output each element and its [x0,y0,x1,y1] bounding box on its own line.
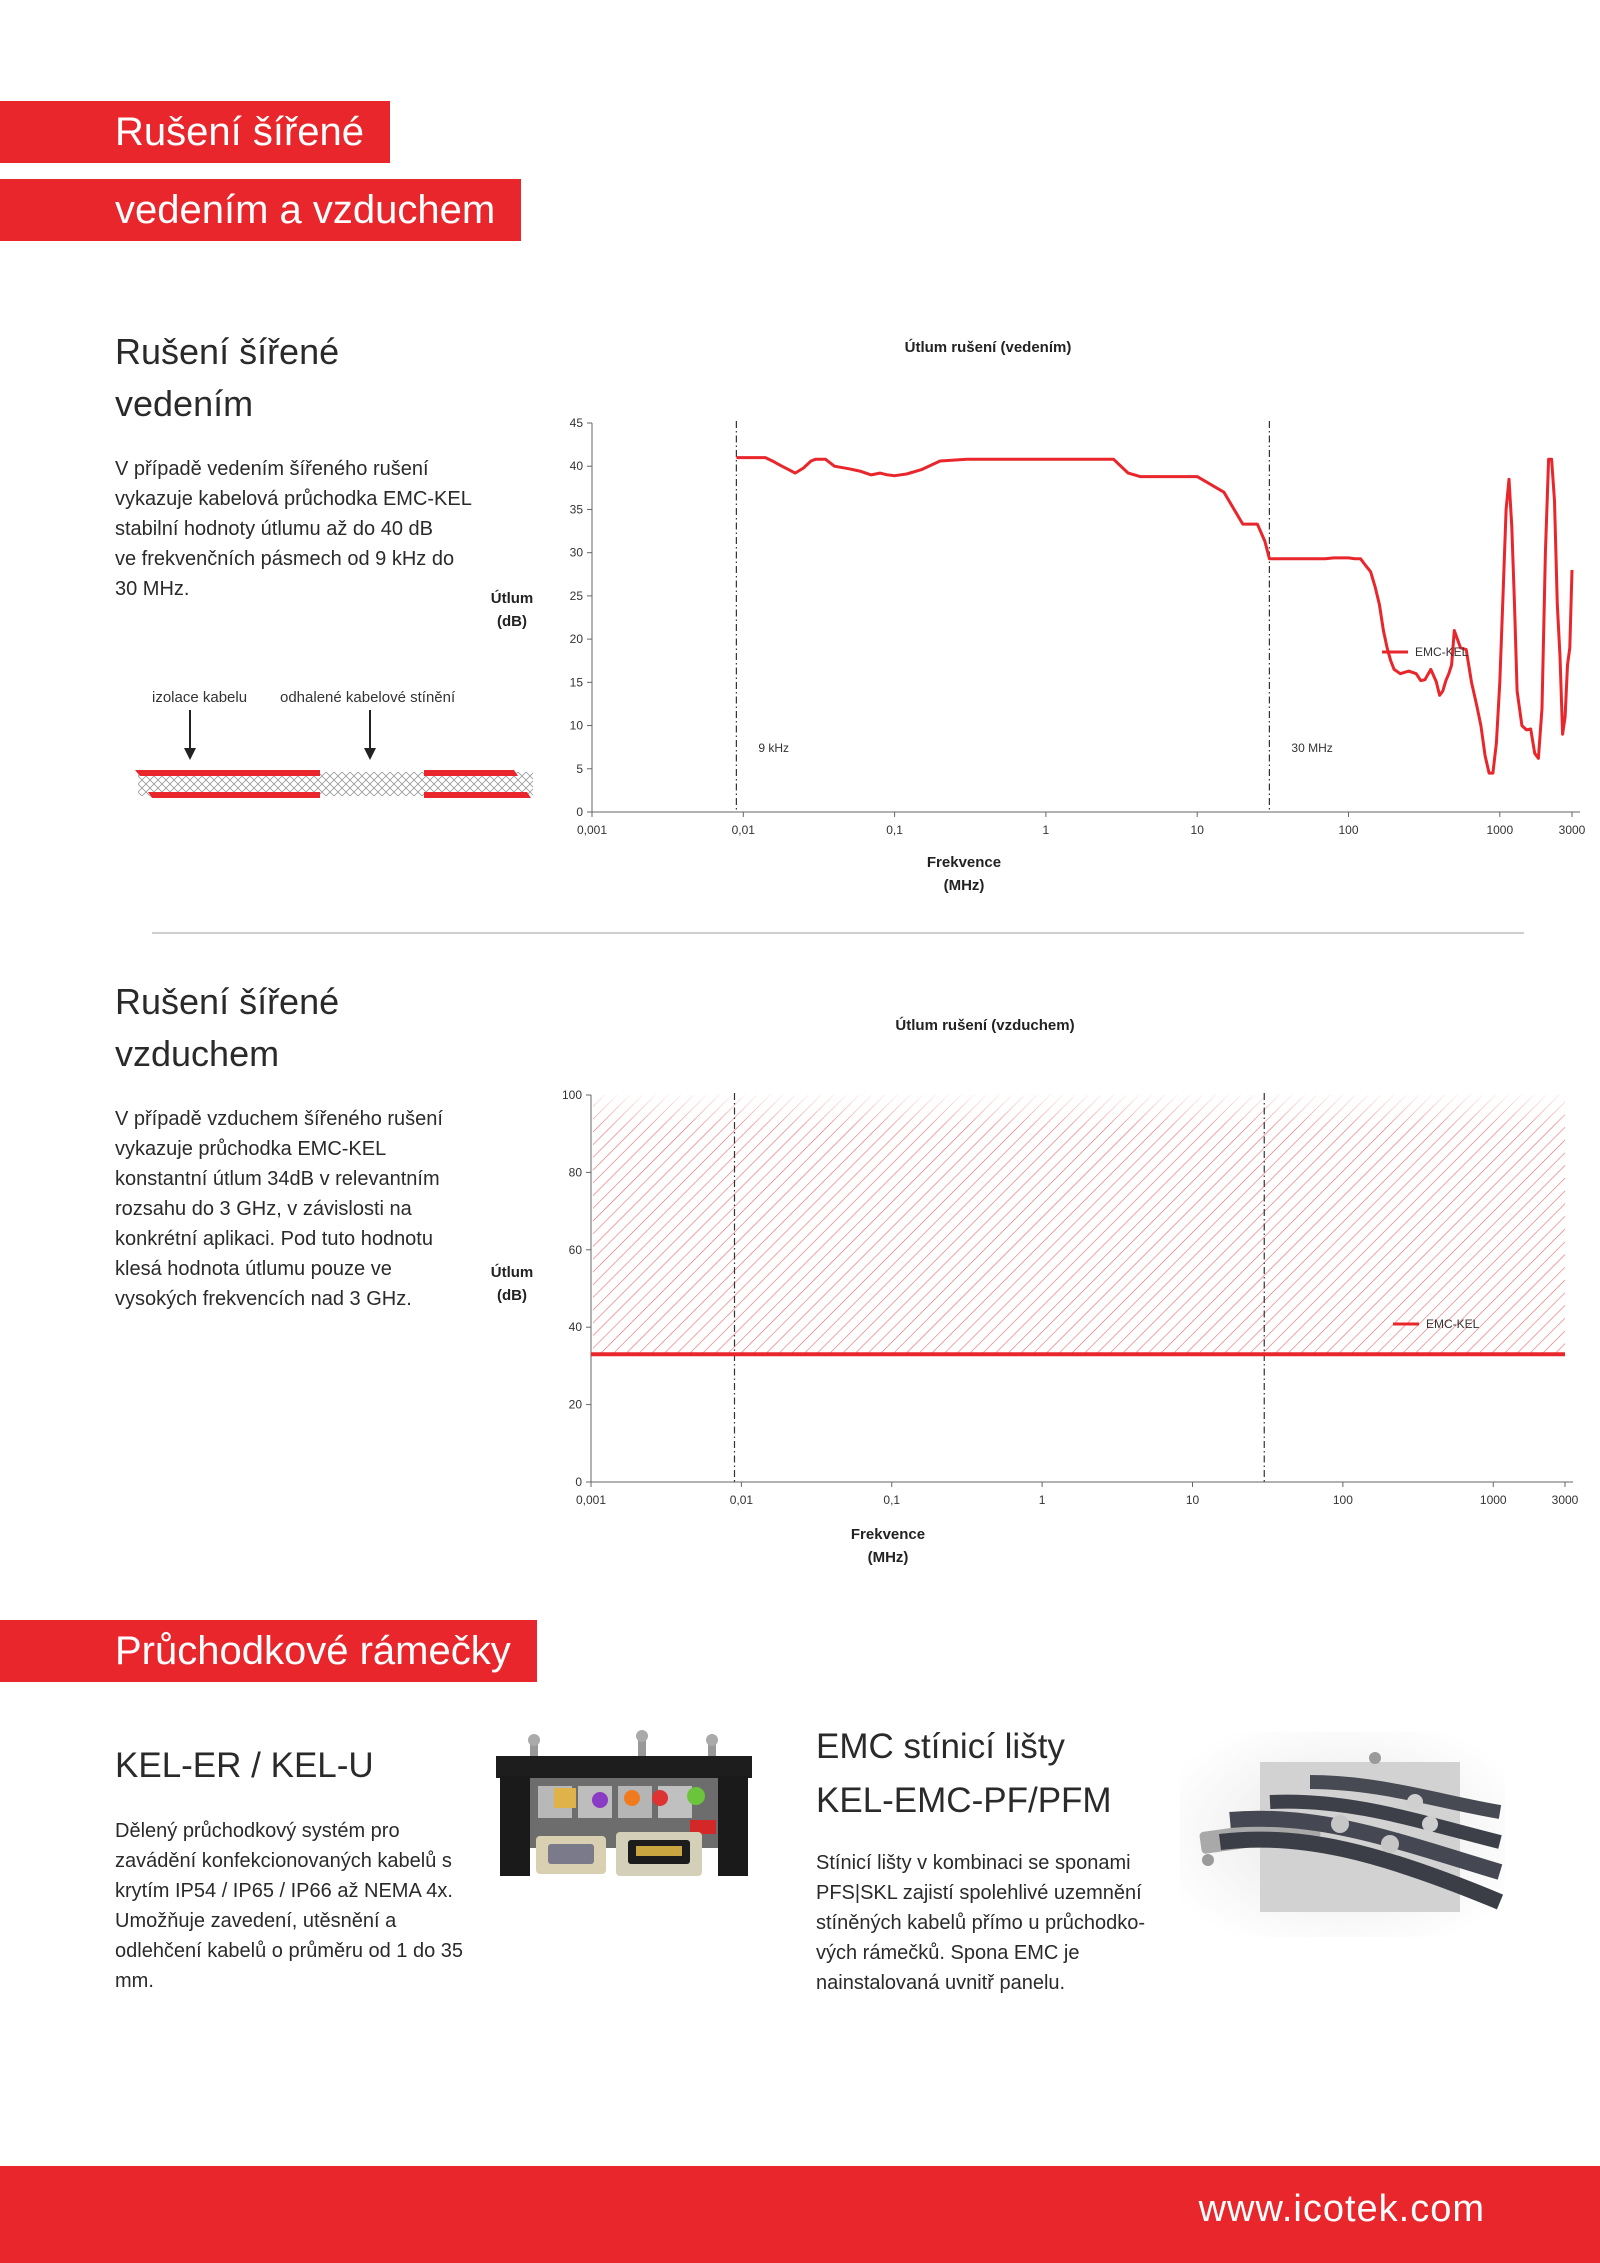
y-tick-label: 80 [568,1165,582,1180]
text-line: krytím IP54 / IP65 / IP66 až NEMA 4x. [115,1880,453,1902]
text-line: konkrétní aplikaci. Pod tuto hodnotu [115,1228,433,1250]
frequency-marker-label: 9 kHz [758,741,790,755]
x-tick-label: 0,1 [883,1493,901,1507]
x-tick-label: 1 [1038,1493,1046,1507]
y-tick-label: 40 [568,1320,582,1335]
text-line: nainstalovaná uvnitř panelu. [816,1972,1066,1994]
x-axis-label-line1: Frekvence [926,854,1002,871]
x-tick-label: 0,001 [576,823,608,837]
y-tick-label: 10 [569,718,583,733]
x-tick-label: 10 [1185,1493,1200,1507]
x-axis-label-line2: (MHz) [943,877,985,894]
chart-title: Útlum rušení (vzduchem) [895,1017,1075,1034]
y-axis-label-line2: (dB) [497,1287,527,1304]
x-tick-label: 0,01 [729,1493,754,1507]
conducted-heading-line2: vedením [115,383,254,424]
text-line: vykazuje průchodka EMC-KEL [115,1138,387,1160]
x-axis-label-line2: (MHz) [867,1549,909,1566]
y-tick-label: 60 [568,1242,582,1257]
text-line: V případě vzduchem šířeného rušení [115,1108,443,1130]
text-line: V případě vedením šířeného rušení [115,458,429,480]
y-tick-label: 25 [569,588,583,603]
x-tick-label: 0,1 [886,823,903,837]
header-banner-line1: Rušení šířené [0,101,390,163]
cable-label-insulation: izolace kabelu [152,689,248,706]
text-line: vykazuje kabelová průchodka EMC-KEL [115,488,472,510]
y-tick-label: 15 [569,675,583,690]
y-tick-label: 5 [576,761,583,776]
text-line: odlehčení kabelů o průměru od 1 do 35 [115,1940,464,1962]
text-line: klesá hodnota útlumu pouze ve [115,1258,392,1280]
kel-frame-photo [490,1728,760,1888]
x-axis-label-line1: Frekvence [850,1526,926,1543]
chart-conducted [470,330,1586,910]
emc-description [816,1848,1145,1998]
airborne-heading-line2: vzduchem [115,1033,280,1074]
text-line: rozsahu do 3 GHz, v závislosti na [115,1198,412,1220]
y-tick-label: 20 [568,1397,582,1412]
text-line: ve frekvenčních pásmech od 9 kHz do [115,548,455,570]
x-tick-label: 0,001 [575,1493,607,1507]
text-line: Umožňuje zavedení, utěsnění a [115,1910,397,1932]
y-axis-label-line2: (dB) [497,613,527,630]
kel-heading: KEL-ER / KEL-U [115,1746,374,1785]
y-tick-label: 0 [575,1475,582,1489]
chart-title: Útlum rušení (vedením) [904,339,1072,356]
text-line: zavádění konfekcionovaných kabelů s [115,1850,452,1872]
text-line: PFS|SKL zajistí spolehlivé uzemnění [816,1882,1142,1904]
series-line-emc-kel [736,458,1572,773]
emc-heading-line2: KEL-EMC-PF/PFM [816,1781,1112,1820]
header-banner-line2: vedením a vzduchem [0,179,521,241]
text-line: Stínicí lišty v kombinaci se sponami [816,1852,1131,1874]
x-tick-label: 0,01 [731,823,755,837]
y-tick-label: 20 [569,632,583,647]
y-axis-label-line1: Útlum [490,590,534,607]
text-line: vých rámečků. Spona EMC je [816,1942,1080,1964]
y-axis-label-line1: Útlum [490,1264,534,1281]
frames-banner: Průchodkové rámečky [0,1620,537,1682]
x-tick-label: 100 [1332,1493,1353,1507]
arrow-down-icon [184,710,196,760]
section-divider [152,932,1524,934]
text-line: vysokých frekvencích nad 3 GHz. [115,1288,412,1310]
text-line: mm. [115,1970,154,1992]
y-tick-label: 35 [569,502,583,517]
text-line: konstantní útlum 34dB v relevantním [115,1168,440,1190]
conducted-heading [115,326,339,430]
x-tick-label: 1000 [1486,823,1514,837]
hatched-area-fade [593,1095,1565,1354]
text-line: stíněných kabelů přímo u průchodko- [816,1912,1146,1934]
conducted-description [115,454,472,604]
text-line: stabilní hodnoty útlumu až do 40 dB [115,518,433,540]
y-tick-label: 0 [576,805,583,819]
y-tick-label: 45 [569,416,583,430]
x-tick-label: 100 [1338,823,1359,837]
text-line: 30 MHz. [115,578,190,600]
emc-heading [816,1720,1112,1828]
chart-airborne [470,1000,1579,1580]
frequency-marker-label: 30 MHz [1291,741,1333,755]
x-tick-label: 10 [1190,823,1204,837]
emc-heading-line1: EMC stínicí lišty [816,1727,1065,1766]
text-line: Dělený průchodkový systém pro [115,1820,400,1842]
x-tick-label: 1 [1042,823,1050,837]
airborne-heading [115,976,339,1080]
y-tick-label: 30 [569,545,583,560]
arrow-down-icon [364,710,376,760]
kel-description [115,1816,463,1996]
footer-website-link[interactable]: www.icotek.com [1198,2188,1485,2230]
legend-label: EMC-KEL [1426,1317,1480,1331]
cable-label-shield: odhalené kabelové stínění [280,689,456,706]
y-tick-label: 100 [561,1088,582,1102]
emc-shield-photo [1180,1732,1505,1937]
airborne-heading-line1: Rušení šířené [115,981,340,1022]
x-tick-label: 1000 [1479,1493,1507,1507]
footer-bar [0,2166,1600,2263]
legend [1382,645,1469,659]
legend-label: EMC-KEL [1415,645,1469,659]
x-tick-label: 3000 [1551,1493,1579,1507]
x-tick-label: 3000 [1558,823,1586,837]
conducted-heading-line1: Rušení šířené [115,331,340,372]
airborne-description [115,1104,443,1314]
y-tick-label: 40 [569,459,583,474]
